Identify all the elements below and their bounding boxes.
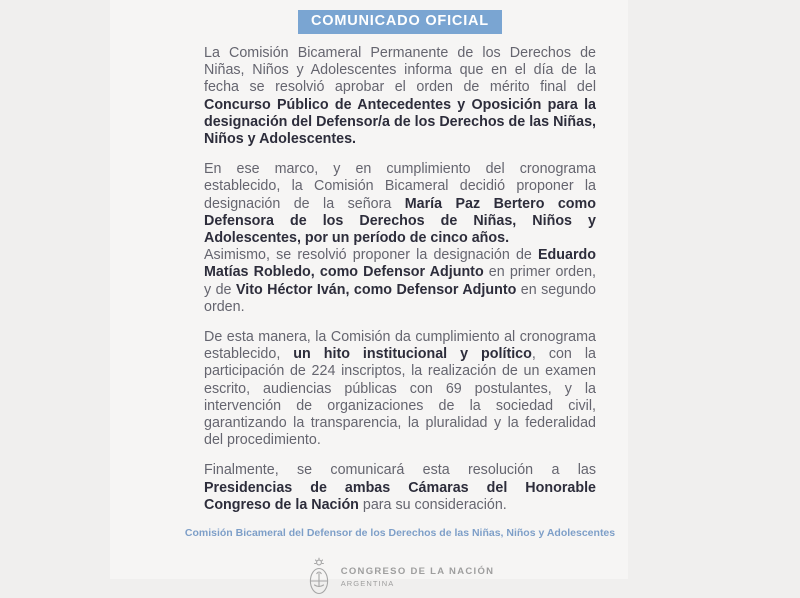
paragraph-process-milestone: De esta manera, la Comisión da cumplimiento al cronograma establecido, un hito institucional y político, con la participación de 224 inscriptos, la realización de un examen escrito, audiencias públicas con 69 postulantes, y la intervención de organizaciones de la sociedad civil, garantizando la transparencia, la pluralidad y la federalidad del procedimiento. xyxy=(204,329,596,449)
congress-name: CONGRESO DE LA NACIÓN xyxy=(340,566,495,578)
communique-body xyxy=(204,45,596,514)
paragraph-defensora-designation: En ese marco, y en cumplimiento del cronograma establecido, la Comisión Bicameral decidió proponer la designación de la señora María Paz Bertero como Defensora de los Derechos de Niñas, Niños y Adolescentes, por un período de cinco años. xyxy=(204,161,596,247)
commission-signature: Comisión Bicameral del Defensor de los Derechos de las Niñas, Niños y Adolescentes xyxy=(184,527,616,540)
congress-logo-text xyxy=(341,566,495,588)
paragraph-adjunct-defenders: Asimismo, se resolvió proponer la designación de Eduardo Matías Robledo, como Defensor Adjunto en primer orden, y de Vito Héctor Iván, como Defensor Adjunto en segundo orden. xyxy=(204,247,597,315)
congress-country: ARGENTINA xyxy=(340,579,395,589)
paragraph-final-notice: Finalmente, se comunicará esta resolución a las Presidencias de ambas Cámaras del Honorable Congreso de la Nación para su consideración. xyxy=(204,462,596,513)
official-communique-badge: COMUNICADO OFICIAL xyxy=(298,10,502,34)
argentina-coat-of-arms-icon xyxy=(306,556,332,598)
congress-logo xyxy=(306,556,495,598)
paragraph-merit-order: La Comisión Bicameral Permanente de los Derechos de Niñas, Niños y Adolescentes informa que en el día de la fecha se resolvió aprobar el orden de mérito final del Concurso Público de Antecedentes y Oposición para la designación del Defensor/a de los Derechos de las Niñas, Niños y Adolescentes. xyxy=(204,45,596,148)
